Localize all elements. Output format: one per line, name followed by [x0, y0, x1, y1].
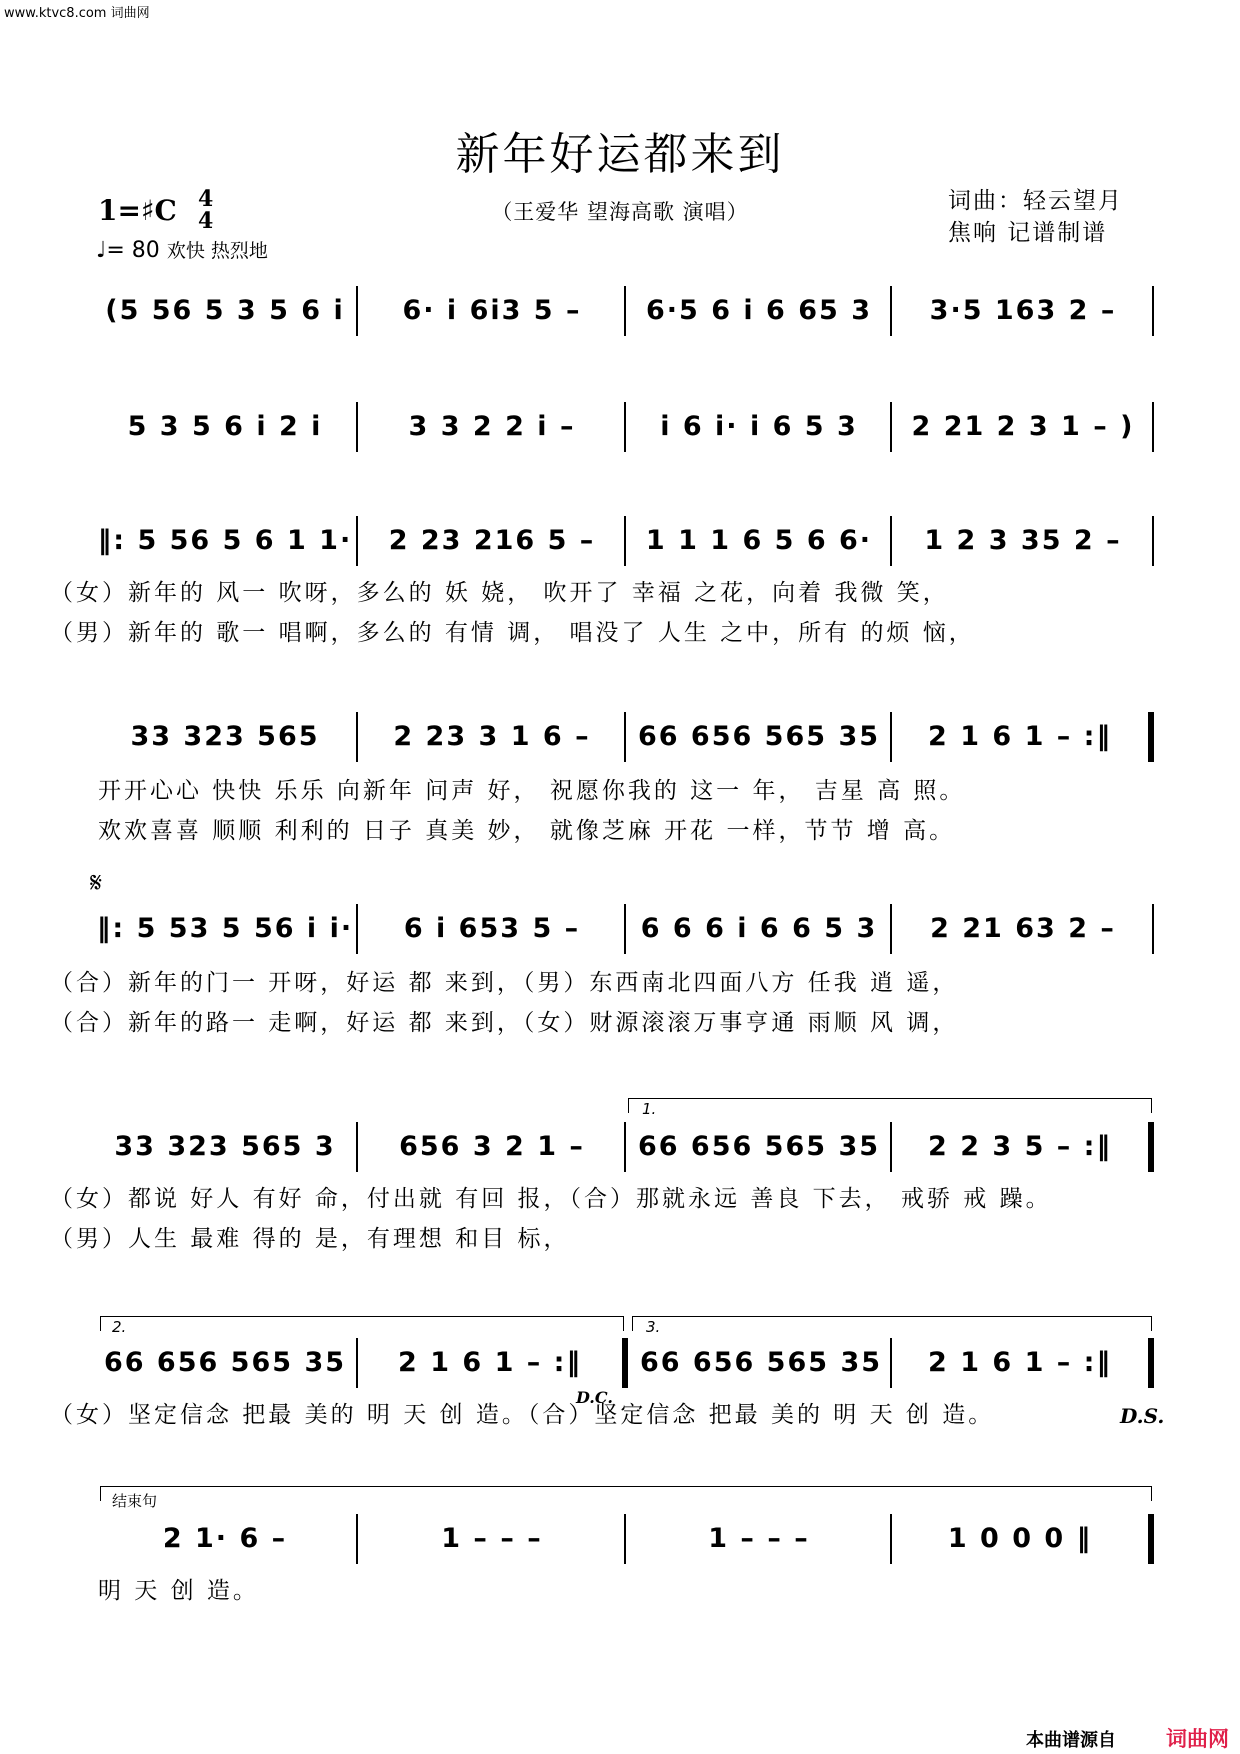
measure: ‖: 5 53 5 56 i i·	[96, 913, 354, 944]
voice-tag: （女）	[50, 580, 128, 606]
lyric-line	[50, 1220, 570, 1253]
measure: ‖: 5 56 5 6 1 1·	[97, 525, 353, 556]
barline	[624, 1514, 626, 1564]
volta-label-2: 2.	[112, 1318, 127, 1336]
measure: 6· i 6i3 5 –	[402, 295, 582, 326]
time-signature-bottom: 4	[198, 208, 214, 234]
lyric-line	[50, 614, 975, 647]
credit-transcriber: 焦响 记谱制谱	[948, 220, 1108, 246]
measure: 2 2 3 5 – :‖	[928, 1131, 1112, 1162]
measure: 1 1 1 6 5 6 6·	[645, 525, 873, 556]
barline	[624, 402, 626, 452]
barline	[356, 1338, 358, 1388]
measure: 66 656 565 35	[103, 1347, 347, 1378]
lyric-text: 新年的路一 走啊，好运 都 来到，（女）财源滚滚万事亨通 雨顺 风 调，	[128, 1010, 959, 1036]
notes-line	[94, 282, 1156, 340]
measure: 6 i 653 5 –	[403, 913, 581, 944]
volta-label-1: 1.	[642, 1100, 657, 1118]
lyric-line	[50, 1396, 994, 1429]
barline	[890, 402, 892, 452]
volta-bracket-3	[632, 1316, 1152, 1331]
measure: 656 3 2 1 –	[399, 1131, 585, 1162]
score-system-6	[94, 1118, 1156, 1176]
measure: 66 656 565 35	[637, 721, 881, 752]
volta-label-3: 3.	[646, 1318, 661, 1336]
voice-tag: （合）	[50, 970, 128, 996]
lyric-text: 新年的门一 开呀，好运 都 来到，（男）东西南北四面八方 任我 逍 遥，	[128, 970, 959, 996]
barline	[890, 1514, 892, 1564]
barline	[1152, 402, 1154, 452]
measure: 2 21 63 2 –	[930, 913, 1116, 944]
page-title: 新年好运都来到	[455, 129, 785, 180]
final-barline	[1148, 1514, 1154, 1564]
notes-line	[94, 512, 1156, 570]
performers: （王爱华 望海高歌 演唱）	[491, 200, 749, 224]
lyric-line	[50, 964, 958, 997]
score-system-2	[94, 398, 1156, 456]
score-system-4	[94, 708, 1156, 766]
barline	[1152, 516, 1154, 566]
repeat-end-barline	[1148, 1338, 1154, 1388]
expression-marking: 欢快 热烈地	[166, 240, 268, 262]
barline	[890, 286, 892, 336]
measure: 33 323 565	[130, 721, 320, 752]
notes-line	[94, 398, 1156, 456]
barline	[890, 1122, 892, 1172]
repeat-end-barline	[1148, 712, 1154, 762]
voice-tag: （男）	[50, 620, 128, 646]
notes-line	[94, 708, 1156, 766]
barline	[356, 1122, 358, 1172]
score-system-5	[94, 900, 1156, 958]
segno-sign: 𝄋	[90, 866, 103, 899]
measure: 6·5 6 i 6 65 3	[645, 295, 873, 326]
barline	[356, 286, 358, 336]
barline	[624, 516, 626, 566]
coda-bracket	[100, 1486, 1152, 1501]
volta-bracket-2	[100, 1316, 624, 1331]
barline	[624, 712, 626, 762]
barline	[356, 904, 358, 954]
measure: i 6 i· i 6 5 3	[660, 411, 858, 442]
lyric-text: 新年的 歌一 唱啊，多么的 有情 调， 唱没了 人生 之中，所有 的烦 恼，	[128, 620, 975, 646]
score-system-1	[94, 282, 1156, 340]
measure: 2 23 216 5 –	[388, 525, 596, 556]
lyric-text: 坚定信念 把最 美的 明 天 创 造。（合）坚定信念 把最 美的 明 天 创 造。	[128, 1402, 995, 1428]
tempo-marking	[96, 236, 268, 263]
lyric-text: 人生 最难 得的 是，有理想 和目 标，	[128, 1226, 570, 1252]
measure: 1 2 3 35 2 –	[924, 525, 1122, 556]
lyric-text: 都说 好人 有好 命，付出就 有回 报，（合）那就永远 善良 下去， 戒骄 戒 躁。	[128, 1186, 1052, 1212]
measure: 5 3 5 6 i 2 i	[127, 411, 323, 442]
credit-lyrics-music: 词曲：轻云望月	[948, 188, 1123, 214]
barline	[890, 904, 892, 954]
measure: 66 656 565 35	[637, 1131, 881, 1162]
voice-tag: （男）	[50, 1226, 128, 1252]
voice-tag: （合）	[50, 1010, 128, 1036]
lyric-text: 新年的 风一 吹呀，多么的 妖 娆， 吹开了 幸福 之花，向着 我微 笑，	[128, 580, 949, 606]
measure: 3 3 2 2 i –	[408, 411, 576, 442]
voice-tag: （女）	[50, 1402, 128, 1428]
measure: 1 – – –	[441, 1523, 543, 1554]
barline	[356, 516, 358, 566]
measure: 1 0 0 0 ‖	[947, 1523, 1093, 1554]
barline	[356, 1514, 358, 1564]
voice-tag: （女）	[50, 1186, 128, 1212]
repeat-end-barline	[1148, 1122, 1154, 1172]
measure: 2 1 6 1 – :‖	[398, 1347, 582, 1378]
notes-line	[94, 900, 1156, 958]
notes-line	[94, 1334, 1156, 1392]
barline	[890, 516, 892, 566]
repeat-end-barline	[622, 1338, 628, 1388]
measure: 2 1 6 1 – :‖	[928, 721, 1112, 752]
ds-marking: D.S.	[1120, 1404, 1165, 1428]
measure: 1 – – –	[708, 1523, 810, 1554]
barline	[624, 286, 626, 336]
barline	[890, 712, 892, 762]
barline	[624, 904, 626, 954]
lyric-line	[50, 1180, 1052, 1213]
score-system-8	[94, 1510, 1156, 1568]
lyric-line: 开开心心 快快 乐乐 向新年 问声 好， 祝愿你我的 这一 年， 吉星 高 照。	[98, 778, 966, 804]
barline	[1152, 286, 1154, 336]
barline	[890, 1338, 892, 1388]
measure: 3·5 163 2 –	[929, 295, 1117, 326]
measure: 6 6 6 i 6 6 5 3	[640, 913, 878, 944]
lyric-line: 欢欢喜喜 顺顺 利利的 日子 真美 妙， 就像芝麻 开花 一样，节节 增 高。	[98, 818, 956, 844]
lyric-line	[50, 574, 949, 607]
lyric-line: 明 天 创 造。	[98, 1578, 259, 1604]
key-signature: 1=♯C	[98, 194, 177, 227]
score-system-7	[94, 1334, 1156, 1392]
barline	[356, 402, 358, 452]
volta-bracket-1	[628, 1098, 1152, 1113]
tempo-value: ♩= 80	[96, 238, 160, 263]
measure: 2 21 2 3 1 – )	[911, 411, 1135, 442]
measure: (5 56 5 3 5 6 i	[105, 295, 345, 326]
notes-line	[94, 1118, 1156, 1176]
coda-label: 结束句	[112, 1492, 158, 1510]
measure: 2 1 6 1 – :‖	[928, 1347, 1112, 1378]
notes-line	[94, 1510, 1156, 1568]
measure: 66 656 565 35	[639, 1347, 883, 1378]
barline	[624, 1122, 626, 1172]
site-logo: 词曲网	[1166, 1727, 1229, 1751]
barline	[1152, 904, 1154, 954]
dc-marking: D.C.	[576, 1388, 613, 1407]
barline	[356, 712, 358, 762]
measure: 2 1· 6 –	[162, 1523, 288, 1554]
source-label: 本曲谱源自	[1026, 1730, 1116, 1751]
watermark-site: www.ktvc8.com 词曲网	[4, 6, 150, 21]
measure: 33 323 565 3	[114, 1131, 336, 1162]
lyric-line	[50, 1004, 958, 1037]
time-signature-top: 4	[198, 186, 214, 212]
measure: 2 23 3 1 6 –	[393, 721, 591, 752]
score-system-3	[94, 512, 1156, 570]
